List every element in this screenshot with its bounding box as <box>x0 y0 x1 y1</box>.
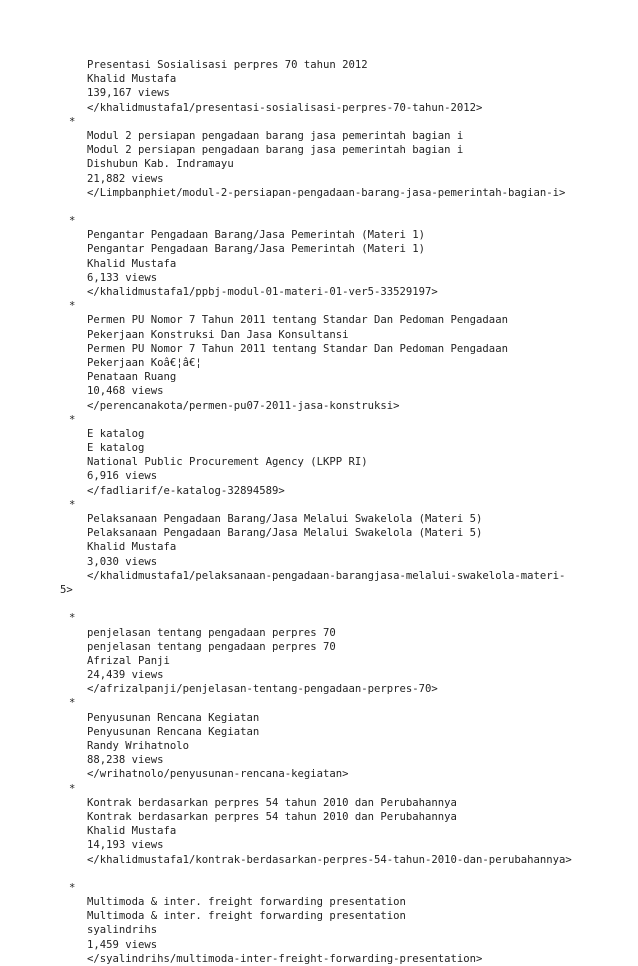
item-link[interactable]: </syalindrihs/multimoda-inter-freight-forwarding-presentation> <box>87 952 483 965</box>
item-author: Penataan Ruang <box>87 371 177 384</box>
bullet-marker: * <box>69 215 76 228</box>
item-title-continued[interactable]: Pekerjaan Konstruksi Dan Jasa Konsultansi <box>87 328 349 341</box>
list-item <box>0 626 638 697</box>
list-item <box>0 129 638 200</box>
item-subtitle: Pelaksanaan Pengadaan Barang/Jasa Melalui Swakelola (Materi 5) <box>87 527 483 540</box>
list-item <box>0 711 638 782</box>
bullet-marker: * <box>69 881 76 894</box>
spacer <box>0 867 638 881</box>
list-item <box>0 228 638 299</box>
item-author: Khalid Mustafa <box>87 825 177 838</box>
item-views: 1,459 views <box>87 938 158 951</box>
item-author: syalindrihs <box>87 924 158 937</box>
bullet-marker: * <box>69 413 76 426</box>
list-item <box>0 58 638 115</box>
item-title[interactable]: Penyusunan Rencana Kegiatan <box>87 711 260 724</box>
item-views: 3,030 views <box>87 555 158 568</box>
item-views: 14,193 views <box>87 839 164 852</box>
item-link[interactable]: </khalidmustafa1/presentasi-sosialisasi-perpres-70-tahun-2012> <box>87 101 483 114</box>
item-title[interactable]: Modul 2 persiapan pengadaan barang jasa pemerintah bagian i <box>87 129 464 142</box>
item-subtitle: Pengantar Pengadaan Barang/Jasa Pemerintah (Materi 1) <box>87 243 426 256</box>
list-item <box>0 895 638 966</box>
item-title[interactable]: Multimoda & inter. freight forwarding presentation <box>87 896 406 909</box>
list-item <box>0 512 638 597</box>
item-views: 21,882 views <box>87 172 164 185</box>
item-link[interactable]: </fadliarif/e-katalog-32894589> <box>87 484 285 497</box>
item-link[interactable]: </perencanakota/permen-pu07-2011-jasa-konstruksi> <box>87 399 400 412</box>
bullet-marker: * <box>69 697 76 710</box>
item-author: Afrizal Panji <box>87 654 170 667</box>
item-views: 24,439 views <box>87 669 164 682</box>
item-link[interactable]: </khalidmustafa1/pelaksanaan-pengadaan-barangjasa-melalui-swakelola-materi- <box>87 569 566 582</box>
list-item <box>0 796 638 867</box>
item-link[interactable]: </Limpbanphiet/modul-2-persiapan-pengadaan-barang-jasa-pemerintah-bagian-i> <box>87 186 566 199</box>
bullet-marker: * <box>69 782 76 795</box>
item-link[interactable]: </khalidmustafa1/ppbj-modul-01-materi-01-ver5-33529197> <box>87 286 438 298</box>
bullet-marker: * <box>69 115 76 128</box>
item-views: 139,167 views <box>87 87 170 100</box>
item-author: Khalid Mustafa <box>87 541 177 554</box>
bullet-marker: * <box>69 498 76 511</box>
item-subtitle: Kontrak berdasarkan perpres 54 tahun 2010 dan Perubahannya <box>87 810 457 823</box>
item-views: 6,916 views <box>87 470 158 483</box>
item-link[interactable]: </wrihatnolo/penyusunan-rencana-kegiatan> <box>87 768 349 781</box>
item-title[interactable]: Kontrak berdasarkan perpres 54 tahun 2010 dan Perubahannya <box>87 796 457 809</box>
item-title[interactable]: E katalog <box>87 427 145 440</box>
item-link[interactable]: </khalidmustafa1/kontrak-berdasarkan-perpres-54-tahun-2010-dan-perubahannya> <box>87 853 572 866</box>
bullet-marker: * <box>69 612 76 625</box>
item-author: Khalid Mustafa <box>87 257 177 270</box>
item-title[interactable]: penjelasan tentang pengadaan perpres 70 <box>87 626 336 639</box>
list-item <box>0 427 638 498</box>
item-subtitle: E katalog <box>87 442 145 455</box>
spacer <box>0 597 638 611</box>
bullet-marker: * <box>69 300 76 313</box>
item-subtitle: Multimoda & inter. freight forwarding presentation <box>87 910 406 923</box>
spacer <box>0 200 638 214</box>
item-author: Randy Wrihatnolo <box>87 740 190 752</box>
item-title[interactable]: Presentasi Sosialisasi perpres 70 tahun 2012 <box>87 59 368 71</box>
item-author: Dishubun Kab. Indramayu <box>87 158 234 171</box>
item-subtitle: Penyusunan Rencana Kegiatan <box>87 725 260 738</box>
item-views: 10,468 views <box>87 385 164 398</box>
list-item <box>0 313 638 412</box>
item-link[interactable]: </afrizalpanji/penjelasan-tentang-pengadaan-perpres-70> <box>87 683 438 696</box>
item-subtitle: Modul 2 persiapan pengadaan barang jasa pemerintah bagian i <box>87 144 464 157</box>
item-subtitle-continued: Pekerjaan Koâ€¦â€¦ <box>87 356 202 369</box>
item-title[interactable]: Pelaksanaan Pengadaan Barang/Jasa Melalui Swakelola (Materi 5) <box>87 513 483 525</box>
item-subtitle: Permen PU Nomor 7 Tahun 2011 tentang Standar Dan Pedoman Pengadaan <box>87 342 508 355</box>
item-author: National Public Procurement Agency (LKPP RI) <box>87 456 368 469</box>
item-link-wrap[interactable]: 5> <box>60 583 73 596</box>
document-page <box>0 58 638 966</box>
item-title[interactable]: Pengantar Pengadaan Barang/Jasa Pemerintah (Materi 1) <box>87 229 426 242</box>
item-author: Khalid Mustafa <box>87 73 177 86</box>
item-subtitle: penjelasan tentang pengadaan perpres 70 <box>87 640 336 653</box>
item-views: 88,238 views <box>87 754 164 767</box>
item-views: 6,133 views <box>87 271 158 284</box>
item-title[interactable]: Permen PU Nomor 7 Tahun 2011 tentang Standar Dan Pedoman Pengadaan <box>87 314 508 327</box>
